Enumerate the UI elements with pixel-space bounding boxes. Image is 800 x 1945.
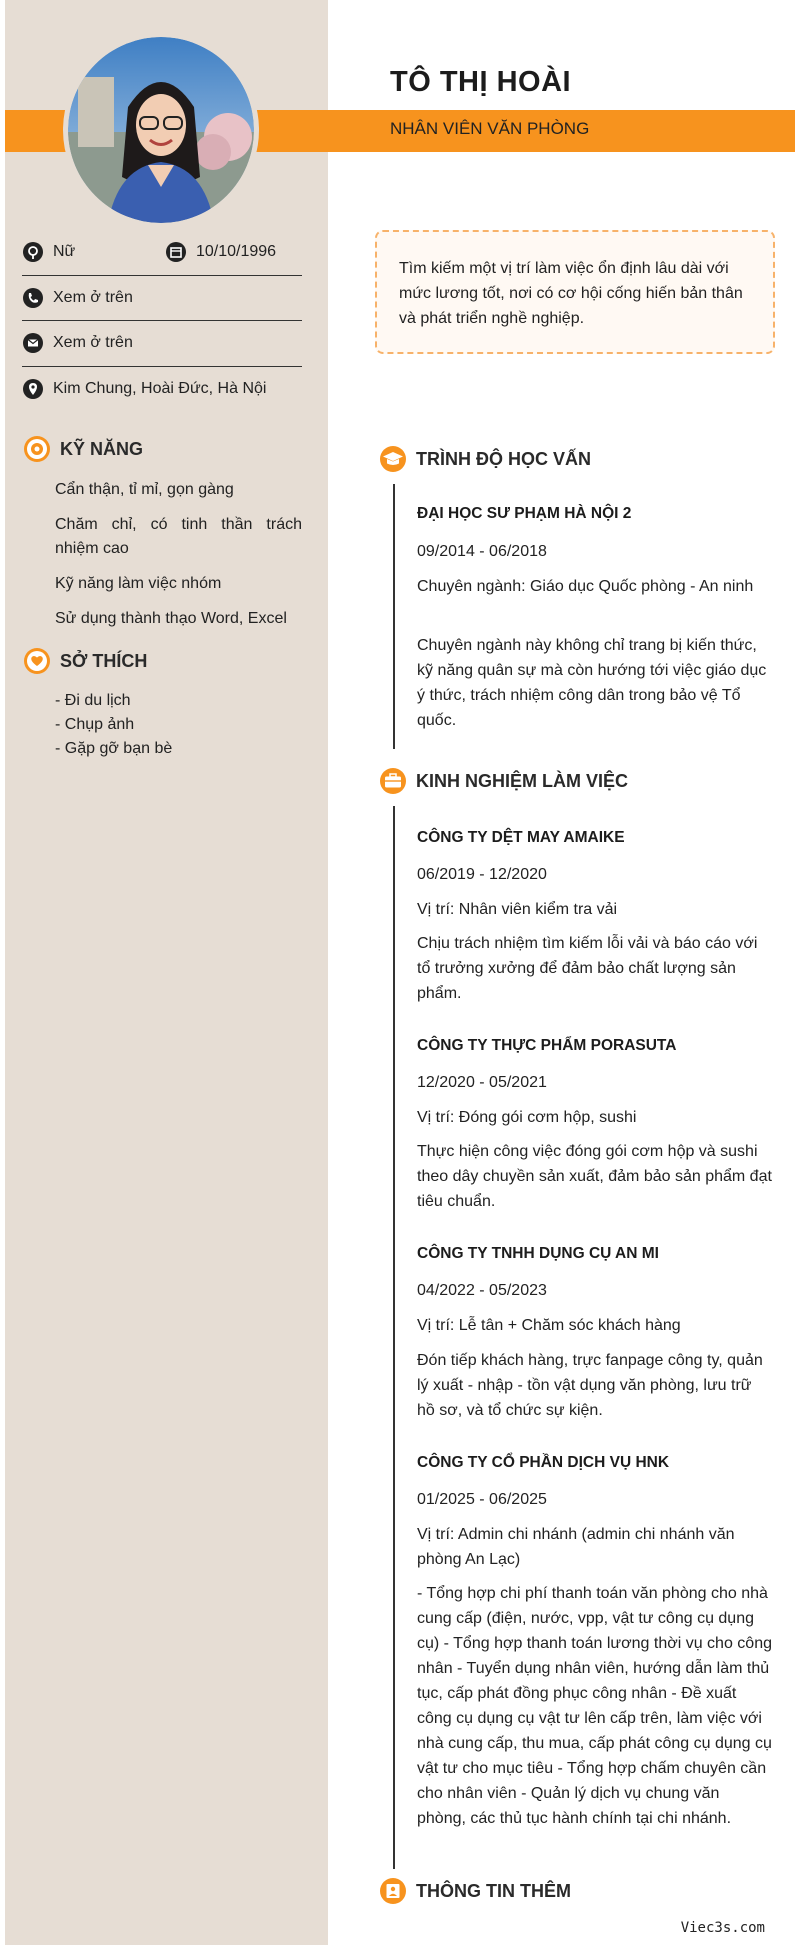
experience-heading: [378, 766, 628, 796]
address-row: [22, 366, 302, 411]
birthday-text: 10/10/1996: [196, 242, 277, 260]
email-icon: [22, 332, 44, 354]
location-pin-icon: [22, 378, 44, 400]
gear-icon: [22, 434, 52, 464]
job-description: - Tổng hợp chi phí thanh toán văn phòng cho nhà cung cấp (điện, nước, vpp, vật tư công cụ dụng cụ) - Tổng hợp thanh toán lương thời vụ cho công nhân - Tuyển dụng nhân viên, hướng dẫn làm thủ tục, cấp phát đồng phục công nhân - Đề xuất công cụ dụng cụ vật tư lên cấp trên, làm việc với nhà cung cấp, thu mua, cấp phát công cụ dụng cụ vật tư cho mục tiêu - Tổng hợp chấm chuyên cần cho nhân viên - Quản lý dịch vụ chung văn phòng, các thủ tục hành chính tại chi nhánh.: [417, 1585, 772, 1827]
candidate-name: TÔ THỊ HOÀI: [390, 66, 572, 98]
job-period: 06/2019 - 12/2020: [417, 866, 547, 883]
hobbies-heading: [22, 646, 147, 676]
hobby-item: - Đi du lịch: [55, 692, 131, 709]
job-title: NHÂN VIÊN VĂN PHÒNG: [390, 119, 590, 138]
calendar-icon: [165, 241, 187, 263]
skill-item: Sử dụng thành thạo Word, Excel: [55, 610, 287, 627]
job-description: Thực hiện công việc đóng gói cơm hộp và sushi theo dây chuyền sản xuất, đảm bảo sản phẩm đạt tiêu chuẩn.: [417, 1143, 772, 1210]
extra-info-heading-text: THÔNG TIN THÊM: [416, 1880, 571, 1901]
gender-icon: [22, 241, 44, 263]
hobbies-heading-text: SỞ THÍCH: [60, 650, 148, 671]
skills-heading: [22, 434, 143, 464]
hobby-item: - Chụp ảnh: [55, 716, 135, 733]
skill-item: Kỹ năng làm việc nhóm: [55, 575, 222, 592]
hobby-item: - Gặp gỡ bạn bè: [55, 740, 173, 757]
address-text: Kim Chung, Hoài Đức, Hà Nội: [53, 379, 267, 397]
job-period: 12/2020 - 05/2021: [417, 1074, 547, 1091]
phone-icon: [22, 287, 44, 309]
phone-row: [22, 275, 302, 320]
email-row: [22, 320, 302, 365]
education-major: Chuyên ngành: Giáo dục Quốc phòng - An ninh: [417, 578, 754, 595]
objective-text: Tìm kiếm một vị trí làm việc ổn định lâu dài với mức lương tốt, nơi có cơ hội cống hiến bản thân và phát triển nghề nghiệp.: [399, 260, 743, 327]
skill-item: Cẩn thận, tỉ mỉ, gọn gàng: [55, 481, 234, 498]
job-description: Đón tiếp khách hàng, trực fanpage công ty, quản lý xuất - nhập - tồn vật dụng văn phòng, lưu trữ hồ sơ, và tổ chức sự kiện.: [417, 1352, 763, 1419]
company-name: CÔNG TY TNHH DỤNG CỤ AN MI: [417, 1245, 659, 1262]
education-heading-text: TRÌNH ĐỘ HỌC VẤN: [416, 448, 591, 469]
company-name: CÔNG TY THỰC PHẨM PORASUTA: [417, 1037, 677, 1054]
company-name: CÔNG TY CỔ PHẦN DỊCH VỤ HNK: [417, 1454, 670, 1471]
skills-heading-text: KỸ NĂNG: [60, 438, 144, 459]
education-description: Chuyên ngành này không chỉ trang bị kiến thức, kỹ năng quân sự mà còn hướng tới việc giáo dục ý thức, trách nhiệm công dân trong bảo vệ Tổ quốc.: [417, 637, 767, 729]
phone-text: Xem ở trên: [53, 288, 133, 306]
job-position: Vị trí: Admin chi nhánh (admin chi nhánh văn phòng An Lạc): [417, 1526, 735, 1568]
document-icon: [378, 1876, 408, 1906]
career-objective: [375, 230, 775, 354]
gender-text: Nữ: [53, 242, 76, 260]
extra-info-heading: [378, 1876, 571, 1906]
avatar: [63, 32, 259, 228]
graduation-cap-icon: [378, 444, 408, 474]
footer-watermark: Viec3s.com: [680, 1920, 765, 1936]
education-period: 09/2014 - 06/2018: [417, 543, 547, 560]
briefcase-icon: [378, 766, 408, 796]
experience-timeline: [393, 806, 395, 1869]
job-description: Chịu trách nhiệm tìm kiếm lỗi vải và báo cáo với tổ trưởng xưởng để đảm bảo chất lượng sản phẩm.: [417, 935, 758, 1002]
profile-photo: [68, 37, 254, 223]
skill-item: Chăm chỉ, có tinh thần trách nhiệm cao: [55, 516, 302, 557]
education-heading: [378, 444, 591, 474]
job-period: 04/2022 - 05/2023: [417, 1282, 547, 1299]
education-timeline: [393, 484, 395, 749]
job-position: Vị trí: Đóng gói cơm hộp, sushi: [417, 1109, 637, 1126]
birthday-row: [165, 229, 305, 274]
experience-heading-text: KINH NGHIỆM LÀM VIỆC: [416, 770, 629, 791]
school-name: ĐẠI HỌC SƯ PHẠM HÀ NỘI 2: [417, 505, 632, 522]
heart-icon: [22, 646, 52, 676]
email-text: Xem ở trên: [53, 333, 133, 351]
job-period: 01/2025 - 06/2025: [417, 1491, 547, 1508]
job-position: Vị trí: Lễ tân + Chăm sóc khách hàng: [417, 1317, 681, 1334]
job-position: Vị trí: Nhân viên kiểm tra vải: [417, 901, 618, 918]
company-name: CÔNG TY DỆT MAY AMAIKE: [417, 829, 625, 846]
